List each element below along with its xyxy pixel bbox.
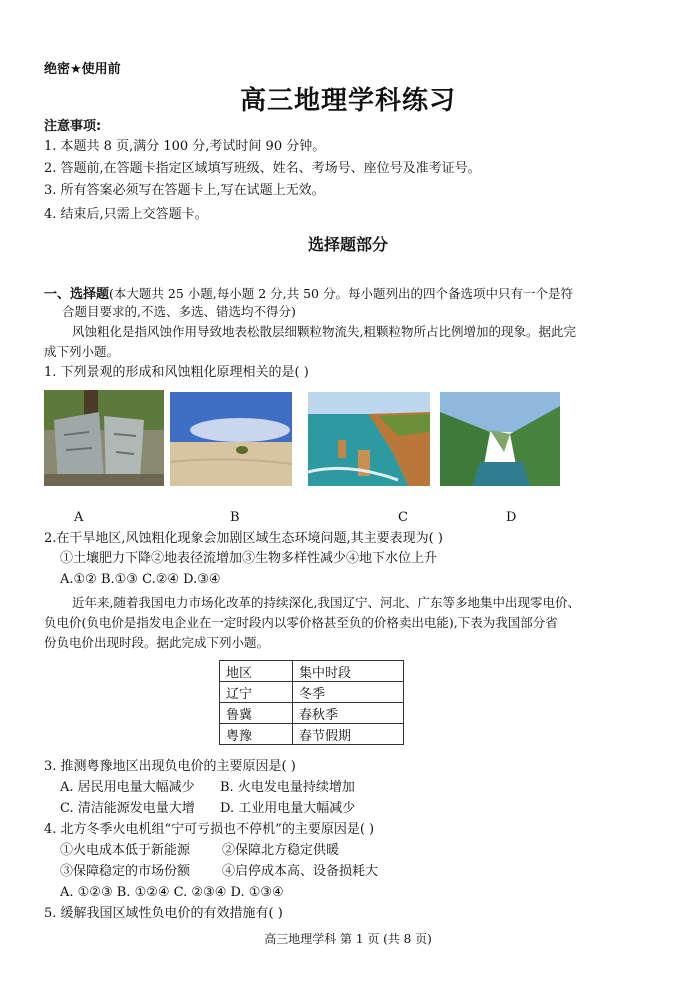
photo-d — [440, 392, 560, 486]
choice-heading-bold: 一、选择题 — [44, 287, 110, 302]
notice-heading: 注意事项: — [44, 119, 102, 134]
q3-option-d: D. 工业用电量大幅减少 — [220, 801, 356, 816]
q2-stem: 2.在干旱地区,风蚀粗化现象会加剧区域生态环境问题,其主要表现为( ) — [44, 531, 443, 546]
photo-b-desert-image — [170, 392, 292, 486]
table-row — [220, 703, 404, 724]
photo-label-d: D — [506, 510, 517, 525]
q4-item: ④启停成本高、设备损耗大 — [222, 864, 379, 879]
choice-heading-cont: 合题目要求的,不选、多选、错选均不得分) — [62, 304, 296, 319]
notice-item: 2. 答题前,在答题卡指定区域填写班级、姓名、考场号、座位号及准考证号。 — [44, 161, 481, 176]
q4-item: ②保障北方稳定供暖 — [222, 843, 340, 858]
notice-item: 4. 结束后,只需上交答题卡。 — [44, 207, 208, 222]
section-title: 选择题部分 — [307, 235, 388, 254]
photo-a — [44, 390, 164, 486]
table-cell: 辽宁 — [220, 682, 293, 703]
intro2-line: 近年来,随着我国电力市场化改革的持续深化,我国辽宁、河北、广东等多地集中出现零电价、 — [72, 595, 580, 610]
secret-label: 绝密★使用前 — [44, 62, 121, 77]
table-cell: 春节假期 — [293, 724, 404, 745]
q4-options: A. ①②③ B. ①②④ C. ②③④ D. ①③④ — [60, 885, 284, 900]
table-row — [220, 682, 404, 703]
q3-option-c: C. 清洁能源发电量大增 — [60, 801, 195, 816]
intro2-line: 份负电价出现时段。据此完成下列小题。 — [44, 635, 270, 650]
photo-c-coast-image — [308, 392, 430, 486]
q2-options: A.①② B.①③ C.②④ D.③④ — [60, 572, 221, 587]
q3-stem: 3. 推测粤豫地区出现负电价的主要原因是( ) — [44, 759, 296, 774]
table-cell: 冬季 — [293, 682, 404, 703]
table-header-cell: 集中时段 — [293, 661, 404, 682]
q3-option-a: A. 居民用电量大幅减少 — [60, 780, 195, 795]
photo-d-fjord-image — [440, 392, 560, 486]
choice-heading-rest: (本大题共 25 小题,每小题 2 分,共 50 分。每小题列出的四个备选项中只有一个是符 — [109, 286, 573, 301]
q5-stem: 5. 缓解我国区域性负电价的有效措施有( ) — [44, 906, 283, 921]
negative-price-table — [219, 660, 404, 745]
photo-label-c: C — [398, 510, 408, 525]
table-cell: 鲁冀 — [220, 703, 293, 724]
q2-items: ①土壤肥力下降②地表径流增加③生物多样性减少④地下水位上升 — [60, 551, 438, 566]
q1-stem: 1. 下列景观的形成和风蚀粗化原理相关的是( ) — [44, 365, 309, 380]
table-header-row — [220, 661, 404, 682]
q4-item: ③保障稳定的市场份额 — [60, 864, 191, 879]
page-title: 高三地理学科练习 — [239, 86, 456, 116]
table-row — [220, 724, 404, 745]
photo-a-stone-image — [44, 390, 164, 486]
photo-label-b: B — [230, 510, 240, 525]
intro2-line: 负电价(负电价是指发电企业在一定时段内以零价格甚至负的价格卖出电能),下表为我国部分省 — [44, 615, 558, 630]
q4-stem: 4. 北方冬季火电机组“宁可亏损也不停机”的主要原因是( ) — [44, 822, 375, 837]
notice-item: 3. 所有答案必须写在答题卡上,写在试题上无效。 — [44, 183, 325, 198]
photo-label-a: A — [74, 510, 84, 525]
table-cell: 粤豫 — [220, 724, 293, 745]
photo-c — [308, 392, 430, 486]
intro1-line: 成下列小题。 — [44, 344, 120, 359]
choice-heading — [44, 285, 573, 304]
table-header-cell: 地区 — [220, 661, 293, 682]
page-footer: 高三地理学科 第 1 页 (共 8 页) — [264, 932, 432, 946]
table-cell: 春秋季 — [293, 703, 404, 724]
intro1-line: 风蚀粗化是指风蚀作用导致地表松散层细颗粒物流失,粗颗粒物所占比例增加的现象。据此完 — [72, 324, 576, 339]
q4-item: ①火电成本低于新能源 — [60, 843, 191, 858]
photo-b — [170, 392, 292, 486]
notice-item: 1. 本题共 8 页,满分 100 分,考试时间 90 分钟。 — [44, 139, 326, 154]
q3-option-b: B. 火电发电量持续增加 — [220, 780, 355, 795]
